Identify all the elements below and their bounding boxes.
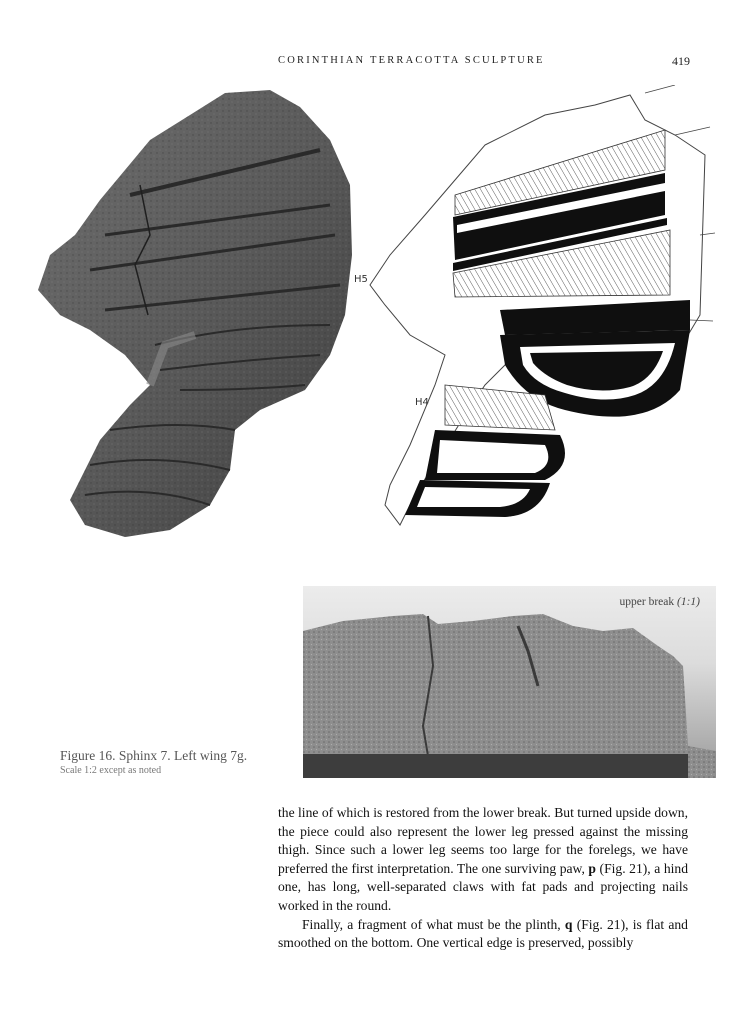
label-h5: H5 (354, 274, 368, 285)
inset-label (620, 596, 700, 608)
running-head (0, 55, 748, 71)
paragraph-2 (278, 916, 688, 953)
reconstruction-drawing (345, 85, 715, 545)
running-title: CORINTHIAN TERRACOTTA SCULPTURE (278, 55, 545, 66)
inset-label-text: upper break (619, 596, 675, 608)
figure-caption (60, 748, 290, 776)
p1-part2: (Fig. 21), a hind one, has long, well-separated claws with fat pads and projecting nails worked in the round. (278, 860, 688, 913)
paragraph-1 (278, 804, 688, 916)
inset-scale: (1:1) (677, 596, 700, 608)
p2-bold1: q (564, 916, 573, 932)
p1-part1: the line of which is restored from the lower break. But turned upside down, the piece could also represent the lower leg pressed against the missing thigh. Since such a lower leg seems too large for the forelegs, we have preferred the first interpretation. The one surviving paw, (278, 805, 688, 876)
upper-break-photo (303, 586, 716, 778)
caption-title: Figure 16. Sphinx 7. Left wing 7g. (60, 748, 248, 763)
label-h4: H4 (415, 397, 429, 408)
p2-part1: Finally, a fragment of what must be the plinth, (302, 916, 565, 932)
p1-bold1: p (588, 860, 596, 876)
body-text (278, 804, 688, 953)
caption-scale: Scale 1:2 except as noted (60, 765, 162, 776)
p2-part2: (Fig. 21), is flat and smoothed on the bottom. One vertical edge is preserved, possibly (278, 916, 688, 951)
page-number: 419 (672, 54, 690, 68)
fragment-photo (30, 85, 365, 545)
